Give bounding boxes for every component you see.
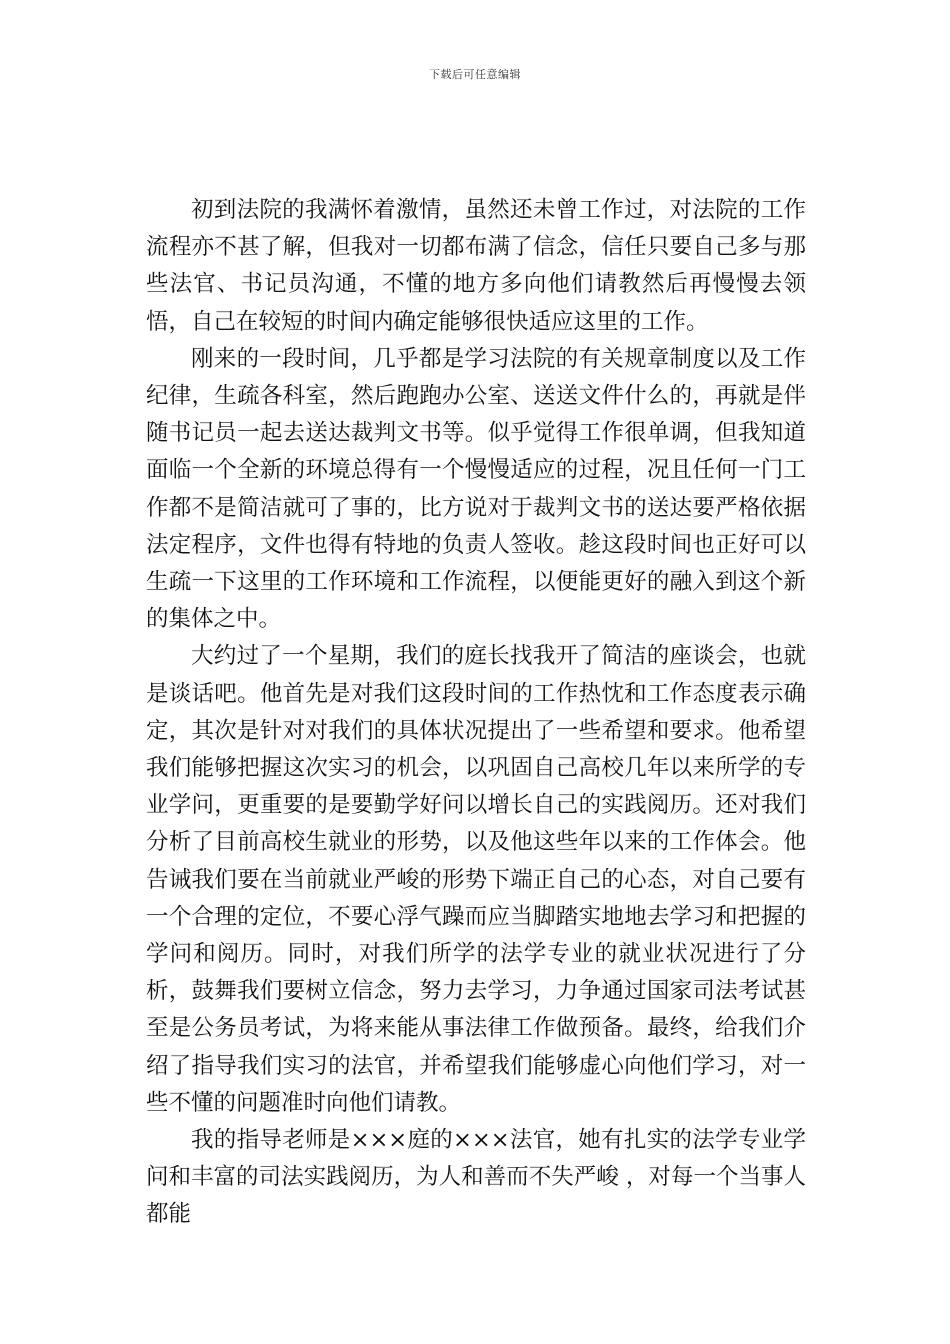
paragraph-2: 刚来的一段时间，几乎都是学习法院的有关规章制度以及工作纪律，生疏各科室，然后跑跑办公室、送送文件什么的，再就是伴随书记员一起去送达裁判文书等。似乎觉得工作很单调，但我知道面临一个全新的环境总得有一个慢慢适应的过程，况且任何一门工作都不是简洁就可了事的，比方说对于裁判文书的送达要严格依据法定程序，文件也得有特地的负责人签收。趁这段时间也正好可以生疏一下这里的工作环境和工作流程，以便能更好的融入到这个新的集体之中。 [146, 345, 806, 633]
paragraph-3: 大约过了一个星期，我们的庭长找我开了简洁的座谈会，也就是谈话吧。他首先是对我们这段时间的工作热忱和工作态度表示确定，其次是针对对我们的具体状况提出了一些希望和要求。他希望我们能够把握这次实习的机会，以巩固自己高校几年以来所学的专业学问，更重要的是要勤学好问以增长自己的实践阅历。还对我们分析了目前高校生就业的形势，以及他这些年以来的工作体会。他告诫我们要在当前就业严峻的形势下端正自己的心态，对自己要有一个合理的定位，不要心浮气躁而应当脚踏实地地去学习和把握的学问和阅历。同时，对我们所学的法学专业的就业状况进行了分析，鼓舞我们要树立信念，努力去学习，力争通过国家司法考试甚至是公务员考试，为将来能从事法律工作做预备。最终，给我们介绍了指导我们实习的法官，并希望我们能够虚心向他们学习，对一些不懂的问题准时向他们请教。 [146, 643, 806, 1116]
page-header-note: 下载后可任意编辑 [429, 68, 521, 81]
paragraph-4: 我的指导老师是×××庭的×××法官，她有扎实的法学专业学问和丰富的司法实践阅历，为人和善而不失严峻 ，对每一个当事人都能 [146, 1127, 806, 1228]
paragraph-1: 初到法院的我满怀着激情，虽然还未曾工作过，对法院的工作流程亦不甚了解，但我对一切都布满了信念，信任只要自己多与那些法官、书记员沟通，不懂的地方多向他们请教然后再慢慢去领悟，自己在较短的时间内确定能够很快适应这里的工作。 [146, 197, 806, 335]
document-body [146, 192, 806, 1234]
